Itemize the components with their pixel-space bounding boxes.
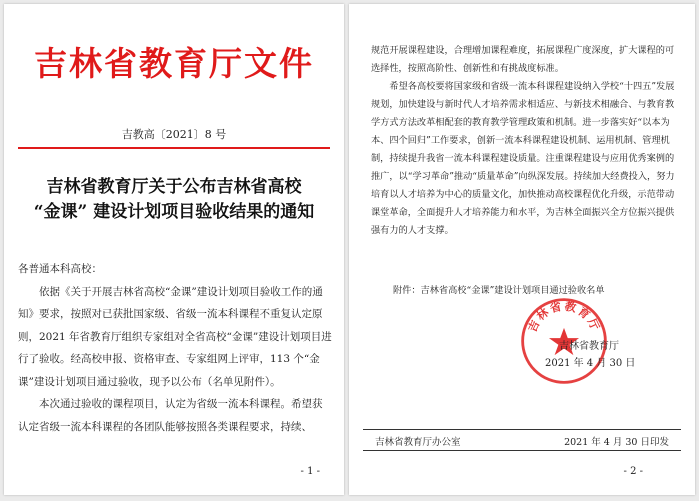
body-text-page-1 <box>18 258 332 438</box>
paragraph: 希望各高校要将国家级和省级一流本科课程建设纳入学校“十四五”发展规划，加快建设与新时代人才培养需求相适应、与新技术相融合、与教育教学方式方法改革相配套的教育教学管理政策和机制。进一步落实好“以本为本、四个回归”工作要求，创新一流本科课程建设机制、运用机制、管理机制，持续提升我省一流本科课程建设质量。注重课程建设与应用优秀案例的推广，以“学习革命”推动“质量革命”向纵深发展。持续加大经费投入，努力培育以人才培养为中心的质量文化，加快推动高校课程优化升级，示范带动课堂革命，全面提升人才培养能力和水平，为吉林全面振兴全方位振兴提供强有力的人才支撑。 <box>371 81 675 236</box>
footer-issue-date: 2021 年 4 月 30 日印发 <box>564 437 669 448</box>
paragraph: 依据《关于开展吉林省高校“金课”建设计划项目验收工作的通知》要求，按照对已获批国家级、省级一流本科课程不重复认定原则，2021 年省教育厅组织专家组对全省高校“金课”建设计划项目进行了验收。经高校申报、资格审查、专家组网上评审，113 个“金课”建设计划项目通过验收，现予以公布（名单见附件）。 <box>18 285 332 388</box>
seal-text: 吉林省教育厅 <box>525 299 603 335</box>
footer-rule-bottom <box>363 450 681 451</box>
footer-rule-top <box>363 429 681 430</box>
salutation: 各普通本科高校： <box>18 263 102 275</box>
document-header-title: 吉林省教育厅文件 <box>34 44 314 83</box>
signing-date: 2021 年 4 月 30 日 <box>545 358 636 369</box>
page-number: - 2 - <box>623 466 643 477</box>
notice-title-line-1: 吉林省教育厅关于公布吉林省高校 <box>46 177 302 197</box>
page-1 <box>4 4 344 495</box>
notice-title-line-2: “金课” 建设计划项目验收结果的通知 <box>33 202 315 222</box>
body-text-page-2 <box>371 42 679 240</box>
paragraph: 规范开展课程建设，合理增加课程难度，拓展课程广度深度，扩大课程的可选择性，按照高阶性、创新性和有挑战度标准。 <box>371 45 675 74</box>
document-number: 吉教高〔2021〕8 号 <box>121 128 227 141</box>
footer-issuing-office: 吉林省教育厅办公室 <box>375 437 461 448</box>
red-divider-line <box>18 147 330 149</box>
notice-title <box>4 175 344 225</box>
page-number: - 1 - <box>300 466 320 477</box>
attachment-note: 附件：吉林省高校“金课”建设计划项目通过验收名单 <box>393 285 605 296</box>
signing-authority: 吉林省教育厅 <box>559 341 619 352</box>
page-2 <box>349 4 695 495</box>
paragraph: 本次通过验收的课程项目，认定为省级一流本科课程。希望获认定省级一流本科课程的各团队能够按照各类课程要求，持续、 <box>18 398 323 433</box>
